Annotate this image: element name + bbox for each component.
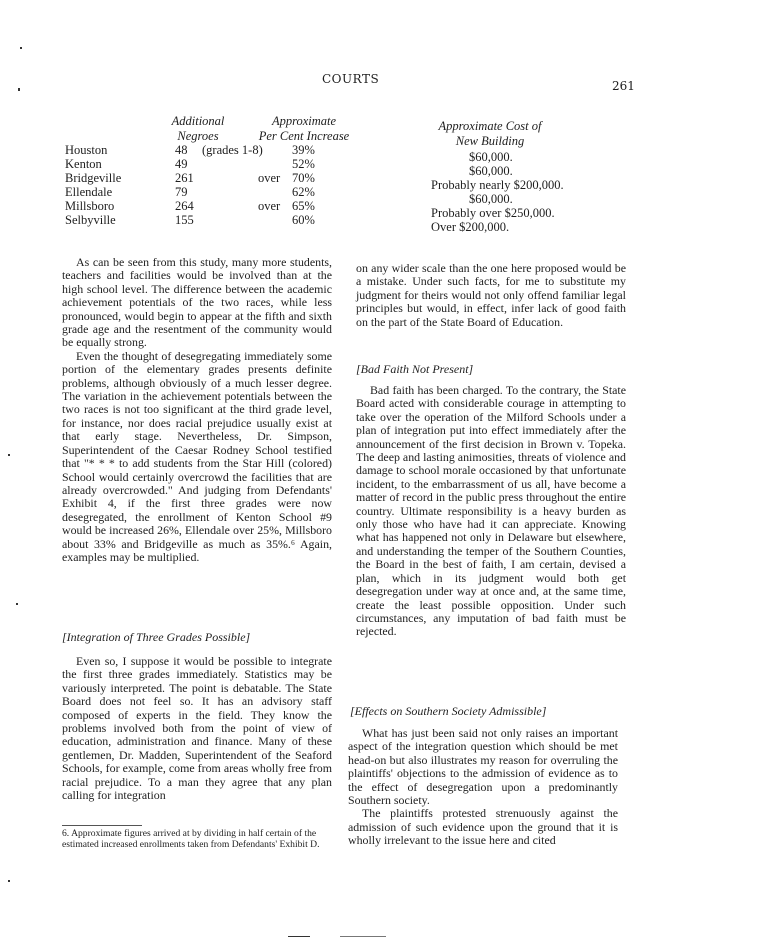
paragraph: Bad faith has been charged. To the contrary, the State Board acted with considerable courage in attempting to take over the operation of the Milford Schools under a plan of integration put into effect immediately after the announcement of the first decision in Brown v. Topeka. The deep and lasting animosities, threats of violence and damage to school morale occasioned by that unfortunate incident, to the embarrassment of us all, have become a matter of record in the public press throughout the entire country. Ultimate responsibility is a heavy burden as only those who have had it can appreciate. Knowing what has happened not only in Delaware but elsewhere, and understanding the temper of the Southern Counties, the Board in the best of faith, I am certain, devised a plan, which in its judgment would both get desegregation under way at once and, at the same time, create the least possible opposition. Under such circumstances, any imputation of bad faith must be rejected. <box>356 383 626 639</box>
running-header: COURTS <box>322 72 380 86</box>
header-cost-line2: New Building <box>455 134 525 148</box>
right-column-middle <box>356 384 626 639</box>
town-name: Millsboro <box>65 199 115 213</box>
town-name: Selbyville <box>65 213 116 227</box>
paragraph: What has just been said not only raises an important aspect of the integration question which should be met head-on but also illustrates my reason for overruling the plaintiffs' objections to the admission of evidence as to the effect of desegregation upon a predominantly Southern society. <box>348 726 618 808</box>
cost-value: $60,000. <box>469 150 513 164</box>
paragraph: Even so, I suppose it would be possible to integrate the first three grades immediately. Statistics may be variously interpreted. The point is debatable. The State Board does not feel so. It has an advisory staff composed of experts in the field. They know the problems involved both from the point of view of education, administration and finance. Many of these gentlemen, Dr. Madden, Superintendent of the Seaford Schools, for example, come from areas wholly free from racial prejudice. To a man they agree that any plan calling for integration <box>62 654 332 803</box>
cost-value: Over $200,000. <box>431 220 510 234</box>
scan-mark <box>8 454 10 456</box>
header-additional-negroes <box>158 114 238 144</box>
header-approx-percent <box>248 114 360 144</box>
percent-increase: 60% <box>292 213 315 227</box>
scan-mark <box>16 603 18 605</box>
percent-increase: 65% <box>292 199 315 213</box>
percent-prefix: over <box>258 199 281 213</box>
paragraph: Even the thought of desegregating immediately some portion of the elementary grades presents definite problems, although obviously of a much lesser degree. The variation in the achievement potentials between the two races is not too significant at the third grade level, for instance, nor does racial prejudice usually exist at that early stage. Nevertheless, Dr. Simpson, Superintendent of the Caesar Rodney School testified that "* * * to add students from the Star Hill (colored) School would certainly overcrowd the facilities that are already overcrowded." And judging from Defendants' Exhibit 4, if the first three grades were now desegregated, the enrollment of Kenton School #9 would be increased 26%, Ellendale over 25%, Millsboro about 33% and Bridgeville as much as 35%.⁶ Again, examples may be multiplied. <box>62 348 332 564</box>
header-approx-line2: Per Cent Increase <box>258 129 350 143</box>
town-name: Bridgeville <box>65 171 122 185</box>
footnote-divider <box>62 825 142 826</box>
header-additional-line1: Additional <box>171 114 225 128</box>
additional-negroes: 48 <box>175 143 188 157</box>
row-note: (grades 1-8) <box>202 143 263 157</box>
header-approx-line1: Approximate <box>271 114 337 128</box>
additional-negroes: 261 <box>175 171 194 185</box>
cost-value: $60,000. <box>469 164 513 178</box>
scan-mark <box>288 936 310 937</box>
scan-mark <box>20 47 22 49</box>
percent-increase: 70% <box>292 171 315 185</box>
additional-negroes: 49 <box>175 157 188 171</box>
section-heading: [Effects on Southern Society Admissible] <box>350 704 547 718</box>
cost-value: Probably over $250,000. <box>431 206 555 220</box>
footnote: 6. Approximate figures arrived at by dividing in half certain of the estimated increased enrollments taken from Defendants' Exhibit D. <box>62 828 320 850</box>
section-heading: [Integration of Three Grades Possible] <box>62 630 251 644</box>
cost-value: Probably nearly $200,000. <box>431 178 564 192</box>
cost-value: $60,000. <box>469 192 513 206</box>
town-name: Ellendale <box>65 185 113 199</box>
section-heading: [Bad Faith Not Present] <box>356 362 474 376</box>
paragraph: on any wider scale than the one here proposed would be a mistake. Under such facts, for me to substitute my judgment for theirs would not only offend familiar legal principles but would, in effect, infer lack of good faith on the part of the State Board of Education. <box>356 261 626 329</box>
town-name: Kenton <box>65 157 102 171</box>
percent-increase: 39% <box>292 143 315 157</box>
scan-mark <box>8 880 10 882</box>
percent-prefix: over <box>258 171 281 185</box>
percent-increase: 62% <box>292 185 315 199</box>
additional-negroes: 79 <box>175 185 188 199</box>
right-column-bottom <box>348 727 618 848</box>
header-cost-line1: Approximate Cost of <box>438 119 542 133</box>
right-column-top <box>356 262 626 329</box>
town-name: Houston <box>65 143 108 157</box>
left-column-top <box>62 256 332 564</box>
percent-increase: 52% <box>292 157 315 171</box>
left-column-bottom <box>62 655 332 802</box>
paragraph: The plaintiffs protested strenuously against the admission of such evidence upon the ground that it is wholly irrelevant to the issue here and cited <box>348 806 618 848</box>
header-additional-line2: Negroes <box>177 129 219 143</box>
additional-negroes: 264 <box>175 199 194 213</box>
paragraph: As can be seen from this study, many more students, teachers and facilities would be involved than at the high school level. The difference between the academic achievement potentials of the two races, while less pronounced, would begin to appear at the fifth and sixth grade age and the resentment of the community would be equally strong. <box>62 255 332 350</box>
scan-mark <box>18 88 20 91</box>
header-approx-cost <box>425 119 555 149</box>
scan-mark <box>340 936 386 937</box>
additional-negroes: 155 <box>175 213 194 227</box>
page-number: 261 <box>612 79 635 93</box>
